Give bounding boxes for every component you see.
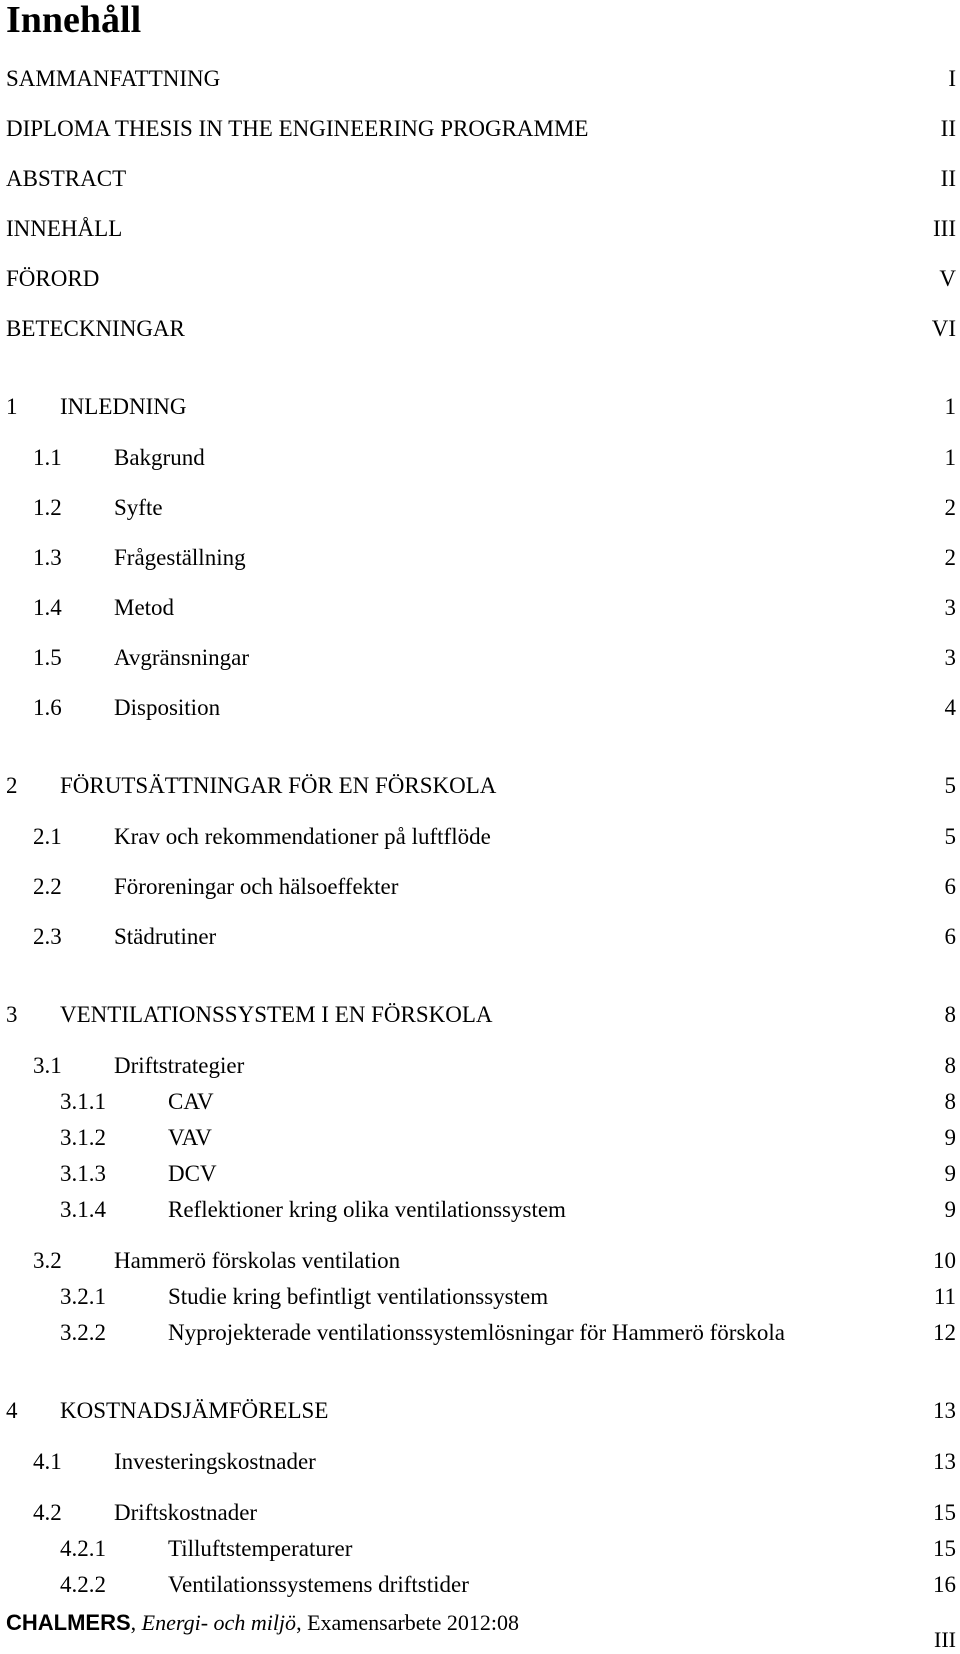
toc-entry[interactable] [0,870,960,904]
toc-entry-number: 2 [6,773,18,798]
toc-entry-title: VAV [168,1125,212,1150]
toc-entry-number: 1.6 [33,695,62,720]
toc-entry[interactable] [0,212,960,246]
toc-entry-title: Reflektioner kring olika ventilationssystem [168,1197,566,1222]
toc-entry-page: II [940,166,956,191]
footer-separator: , [130,1610,142,1635]
toc-entry-title: FÖRUTSÄTTNINGAR FÖR EN FÖRSKOLA [60,773,497,798]
toc-entry[interactable] [0,1244,960,1278]
toc-entry-page: 11 [933,1284,956,1309]
toc-entry[interactable] [0,262,960,296]
toc-entry-number: 3 [6,1002,18,1027]
toc-entry-title: DCV [168,1161,217,1186]
toc-entry-number: 1.4 [33,595,62,620]
toc-entry-title: KOSTNADSJÄMFÖRELSE [60,1398,329,1423]
toc-entry-title: Studie kring befintligt ventilationssystem [168,1284,549,1309]
toc-entry-page: V [939,266,956,291]
toc-entry[interactable] [0,641,960,675]
toc-entry-title: Driftskostnader [114,1500,258,1525]
toc-entry-number: 3.1.3 [60,1161,106,1186]
toc-entry-number: 3.2.1 [60,1284,106,1309]
toc-entry-number: 3.1.2 [60,1125,106,1150]
toc-entry-number: 4.2.1 [60,1536,106,1561]
toc-entry[interactable] [0,1316,960,1350]
toc-entry-number: 3.1.4 [60,1197,106,1222]
toc-entry-number: 4.2.2 [60,1572,106,1597]
toc-entry[interactable] [0,998,960,1032]
toc-entry-number: 4.1 [33,1449,62,1474]
toc-entry-page: 3 [944,595,956,620]
toc-entry-page: I [948,66,956,91]
toc-entry[interactable] [0,390,960,424]
toc-entry-page: 9 [944,1125,956,1150]
page-footer [6,1608,519,1638]
toc-entry[interactable] [0,1280,960,1314]
toc-entry[interactable] [0,1568,960,1602]
toc-entry-number: 4 [6,1398,18,1423]
toc-entry-number: 3.1.1 [60,1089,106,1114]
toc-entry-page: VI [931,316,956,341]
toc-entry-page: 8 [944,1053,956,1078]
toc-entry-number: 1.1 [33,445,62,470]
toc-entry-title: CAV [168,1089,214,1114]
toc-entry-title: INLEDNING [60,394,187,419]
toc-entry-page: 15 [933,1536,956,1561]
toc-entry[interactable] [0,920,960,954]
toc-entry-page: 4 [944,695,956,720]
toc-entry-title: Bakgrund [114,445,205,470]
toc-entry-number: 1.3 [33,545,62,570]
toc-entry-title: Krav och rekommendationer på luftflöde [114,824,491,849]
toc-entry-number: 3.2.2 [60,1320,106,1345]
toc-entry-page: 1 [944,394,956,419]
toc-entry-page: 12 [933,1320,956,1345]
toc-entry[interactable] [0,1394,960,1428]
toc-entry-number: 2.3 [33,924,62,949]
toc-entry-page: 16 [933,1572,956,1597]
toc-entry-title: Nyprojekterade ventilationssystemlösningar för Hammerö förskola [168,1320,786,1345]
footer-page-number: III [934,1627,956,1652]
toc-entry-title: DIPLOMA THESIS IN THE ENGINEERING PROGRAMME [6,116,589,141]
toc-entry-title: SAMMANFATTNING [6,66,221,91]
toc-entry-number: 1.2 [33,495,62,520]
toc-entry-number: 3.1 [33,1053,62,1078]
toc-entry-title: FÖRORD [6,266,100,291]
toc-entry-page: 6 [944,924,956,949]
toc-entry-number: 3.2 [33,1248,62,1273]
footer-brand: CHALMERS [6,1610,131,1635]
toc-entry-number: 1.5 [33,645,62,670]
toc-entry-page: II [940,116,956,141]
toc-entry-number: 4.2 [33,1500,62,1525]
toc-entry-title: INNEHÅLL [6,216,123,241]
page-title: Innehåll [6,0,142,41]
toc-entry-page: 13 [933,1398,956,1423]
toc-entry-page: 1 [944,445,956,470]
toc-entry[interactable] [0,1532,960,1566]
toc-entry-title: Syfte [114,495,163,520]
toc-entry[interactable] [0,1496,960,1530]
toc-entry-title: Föroreningar och hälsoeffekter [114,874,399,899]
toc-entry-page: 2 [944,545,956,570]
toc-entry-title: Tilluftstemperaturer [168,1536,353,1561]
toc-entry-page: 2 [944,495,956,520]
toc-entry[interactable] [0,62,960,96]
toc-entry[interactable] [0,1049,960,1083]
footer-department: Energi- och miljö [141,1610,297,1635]
toc-entry[interactable] [0,1445,960,1479]
toc-entry-number: 2.2 [33,874,62,899]
toc-entry-page: 9 [944,1197,956,1222]
toc-entry-page: 3 [944,645,956,670]
toc-entry[interactable] [0,1085,960,1119]
toc-entry[interactable] [0,541,960,575]
toc-entry-title: Driftstrategier [114,1053,245,1078]
toc-entry-page: 13 [933,1449,956,1474]
toc-entry[interactable] [0,691,960,725]
toc-entry[interactable] [0,1121,960,1155]
toc-entry-title: Investeringskostnader [114,1449,316,1474]
toc-entry[interactable] [0,820,960,854]
toc-entry-number: 2.1 [33,824,62,849]
toc-entry-title: Hammerö förskolas ventilation [114,1248,401,1273]
toc-entry-title: BETECKNINGAR [6,316,185,341]
toc-entry[interactable] [0,591,960,625]
toc-entry-page: 8 [944,1089,956,1114]
toc-entry[interactable] [0,312,960,346]
toc-entry-page: 8 [944,1002,956,1027]
toc-entry-title: ABSTRACT [6,166,127,191]
toc-entry-page: 15 [933,1500,956,1525]
footer-thesis-info: , Examensarbete 2012:08 [296,1610,520,1635]
toc-entry-page: 5 [944,773,956,798]
toc-entry-page: 9 [944,1161,956,1186]
toc-entry[interactable] [0,441,960,475]
toc-entry[interactable] [0,112,960,146]
toc-entry-number: 1 [6,394,18,419]
toc-entry-title: Avgränsningar [114,645,249,670]
toc-entry-page: III [933,216,956,241]
toc-entry[interactable] [0,162,960,196]
toc-entry-title: VENTILATIONSSYSTEM I EN FÖRSKOLA [60,1002,493,1027]
toc-entry-title: Metod [114,595,175,620]
toc-entry-title: Ventilationssystemens driftstider [168,1572,469,1597]
toc-entry[interactable] [0,1157,960,1191]
toc-entry-title: Disposition [114,695,221,720]
toc-entry[interactable] [0,1193,960,1227]
toc-entry[interactable] [0,491,960,525]
toc-entry-title: Städrutiner [114,924,217,949]
toc-entry-title: Frågeställning [114,545,246,570]
toc-entry-page: 6 [944,874,956,899]
toc-entry-page: 5 [944,824,956,849]
toc-entry[interactable] [0,769,960,803]
toc-entry-page: 10 [933,1248,956,1273]
